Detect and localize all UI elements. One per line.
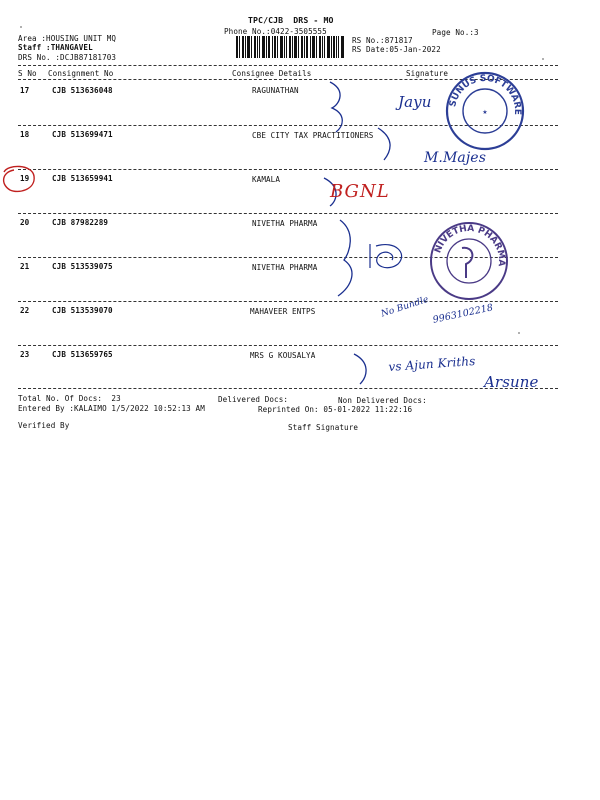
scan-speck (20, 26, 22, 28)
total-docs: Total No. Of Docs: 23 (18, 394, 121, 403)
svg-text:★: ★ (482, 109, 488, 116)
scan-speck (518, 332, 520, 334)
area-field: Area :HOUSING UNIT MQ (18, 34, 117, 43)
row-divider (18, 345, 558, 346)
row-consignment: CJB 513539070 (52, 306, 113, 315)
row-sno: 22 (20, 306, 30, 315)
row-consignee: NIVETHA PHARMA (252, 263, 318, 272)
row-sno: 20 (20, 218, 30, 227)
reprinted-on: Reprinted On: 05-01-2022 11:22:16 (258, 405, 413, 414)
row-consignee: RAGUNATHAN (252, 86, 299, 95)
handwritten-signature: vs Ajun Kriths (388, 353, 476, 374)
handwritten-signature: Jayu (398, 93, 432, 111)
svg-text:NIVETHA PHARMA: NIVETHA PHARMA (433, 223, 507, 267)
page-number: Page No.:3 (432, 28, 479, 37)
row-consignee: MAHAVEER ENTPS (250, 307, 316, 316)
staff-field: Staff :THANGAVEL (18, 43, 93, 52)
company-stamp (444, 70, 526, 152)
col-header-signature: Signature (406, 69, 449, 78)
row-consignee: MRS G KOUSALYA (250, 351, 316, 360)
row-consignee: CBE CITY TAX PRACTITIONERS (252, 131, 374, 140)
row-consignee: NIVETHA PHARMA (252, 219, 318, 228)
report-title: TPC/CJB DRS - MO (248, 15, 334, 25)
row-sno: 18 (20, 130, 30, 139)
col-header-consignee: Consignee Details (232, 69, 312, 78)
drs-number: DRS No. :DCJB87181703 (18, 53, 117, 62)
phone-number: Phone No.:0422-3505555 (224, 27, 327, 36)
entered-by: Entered By :KALAIMO 1/5/2022 10:52:13 AM (18, 404, 205, 413)
svg-text:SUNUS SOFTWARE: SUNUS SOFTWARE (448, 73, 523, 116)
verified-by: Verified By (18, 421, 70, 430)
non-delivered-docs: Non Delivered Docs: (338, 396, 427, 405)
delivered-docs: Delivered Docs: (218, 395, 289, 404)
row-consignment: CJB 513636048 (52, 86, 113, 95)
handwritten-note: No Bundle (380, 294, 430, 320)
row-divider (18, 388, 558, 389)
row-consignment: CJB 513539075 (52, 262, 113, 271)
row-divider (18, 213, 558, 214)
scan-speck (542, 58, 544, 60)
pharmacy-stamp (428, 220, 510, 302)
row-sno: 17 (20, 86, 30, 95)
row-consignment: CJB 87982289 (52, 218, 109, 227)
row-consignment: CJB 513699471 (52, 130, 113, 139)
row-sno: 21 (20, 262, 30, 271)
row-divider (18, 169, 558, 170)
rs-date: RS Date:05-Jan-2022 (352, 45, 441, 54)
row-sno: 23 (20, 350, 30, 359)
staff-signature-label: Staff Signature (288, 423, 359, 432)
barcode (236, 36, 344, 58)
handwritten-signature: Arsune (484, 373, 539, 391)
col-header-sno: S No (18, 69, 37, 78)
handwritten-signature: M.Majes (424, 150, 486, 166)
row-consignment: CJB 513659765 (52, 350, 113, 359)
row-consignment: CJB 513659941 (52, 174, 113, 183)
divider (18, 65, 558, 66)
handwritten-phone: 9963102218 (431, 302, 495, 326)
row-consignee: KAMALA (252, 175, 281, 184)
handwritten-signature: BGNL (330, 181, 390, 202)
row-sno: 19 (20, 174, 30, 183)
col-header-consignment: Consignment No (48, 69, 114, 78)
rs-number: RS No.:871817 (352, 36, 413, 45)
